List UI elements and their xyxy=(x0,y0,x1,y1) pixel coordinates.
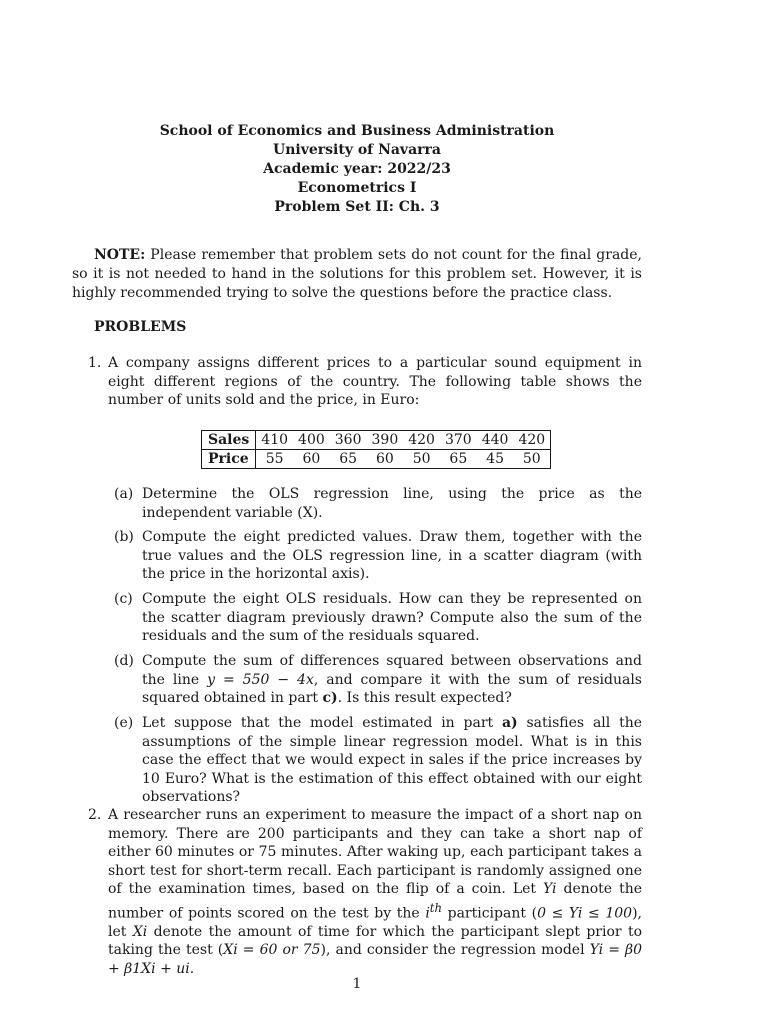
table-cell: 390 xyxy=(367,431,404,450)
subquestion-text-pre: Compute the sum of differences squared between observations and the line xyxy=(142,653,642,688)
problem-text: ), and consider the regression model xyxy=(320,942,590,959)
problem-text: ), let xyxy=(108,905,642,940)
table-cell: 60 xyxy=(375,451,394,467)
table-cell: 50 xyxy=(412,451,431,467)
part-reference: c) xyxy=(322,690,338,706)
subquestion-text-post: . Is this result expected? xyxy=(337,690,512,706)
table-row xyxy=(202,450,551,469)
subquestion-text-pre: Let suppose that the model estimated in part xyxy=(142,715,502,731)
subquestion-label: (a) xyxy=(114,486,134,502)
academic-year: Academic year: 2022/23 xyxy=(263,161,451,177)
subquestion-d xyxy=(114,652,642,708)
table-cell: 45 xyxy=(486,451,504,467)
problem-text: A researcher runs an experiment to measure the impact of a short nap on memory. There are 200 participants and they can take a short nap of either 60 minutes or 75 minutes. After waking up, each participant takes a short test for short-term recall. Each participant is randomly assigned one of the examination times, based on the flip of a coin. Let xyxy=(108,807,642,897)
row-header: Sales xyxy=(202,431,256,450)
math-var: i xyxy=(425,905,430,922)
subquestion-label: (b) xyxy=(114,529,134,545)
table-cell: 60 xyxy=(302,451,321,467)
table-cell: 420 xyxy=(513,431,550,450)
math-range: 0 ≤ Yi ≤ 100 xyxy=(537,905,633,922)
problem-1 xyxy=(88,354,642,410)
subquestion-text-post: satisfies all the assumptions of the simple linear regression model. What is in this case the effect that we would expect in sales if the price increases by 10 Euro? What is the estimation of this effect obtained with our eight observations? xyxy=(142,715,642,805)
table-cell: 50 xyxy=(522,451,541,467)
problem-number: 2. xyxy=(88,807,102,823)
problem-set-title: Problem Set II: Ch. 3 xyxy=(274,199,440,215)
subquestion-label: (d) xyxy=(114,653,134,669)
note-label: NOTE: xyxy=(94,247,146,263)
subquestion-b xyxy=(114,528,642,584)
problem-text: denote the amount of time for which the participant slept prior to taking the test ( xyxy=(108,923,642,959)
subquestion-text: Compute the eight predicted values. Draw them, together with the true values and the OLS regression line, in a scatter diagram (with the price in the horizontal axis). xyxy=(142,529,642,582)
subquestion-text: Compute the eight OLS residuals. How can they be represented on the scatter diagram previously drawn? Compute also the sum of the residuals and the sum of the residuals squared. xyxy=(142,591,642,644)
table-cell: 410 xyxy=(256,431,293,450)
table-cell: 440 xyxy=(477,431,514,450)
subquestion-label: (c) xyxy=(114,591,133,607)
math-values: Xi = 60 or 75 xyxy=(223,942,321,959)
math-sup: th xyxy=(429,900,442,915)
subquestion-text-mid: , and compare it with the sum of residuals squared obtained in part xyxy=(142,671,642,706)
table-cell: 65 xyxy=(339,451,358,467)
problems-heading: PROBLEMS xyxy=(94,319,187,335)
table-cell: 370 xyxy=(440,431,477,450)
school-name: School of Economics and Business Administration xyxy=(159,123,555,139)
row-header: Price xyxy=(202,450,256,469)
problem-text: denote the number of points scored on the test by the xyxy=(108,881,643,922)
note-paragraph xyxy=(72,246,642,303)
problem-number: 1. xyxy=(88,355,102,371)
note-text: Please remember that problem sets do not count for the final grade, so it is not needed to hand in the solutions for this problem set. However, it is highly recommended trying to solve the questions before the practice class. xyxy=(72,247,642,301)
subquestion-a xyxy=(114,485,642,522)
page-number: 1 xyxy=(352,976,362,992)
subquestion-c xyxy=(114,590,642,646)
university-name: University of Navarra xyxy=(273,142,441,158)
line-equation: y = 550 − 4x xyxy=(207,671,314,688)
problem-text: . xyxy=(189,960,195,977)
table-cell: 55 xyxy=(265,451,284,467)
problem-2 xyxy=(88,806,643,978)
table-row xyxy=(202,431,551,450)
table-cell: 400 xyxy=(293,431,330,450)
problem-text: participant ( xyxy=(442,905,538,922)
subquestion-text: Determine the OLS regression line, using the price as the independent variable (X). xyxy=(142,486,642,521)
sales-price-table xyxy=(201,430,551,469)
problem-text: A company assigns different prices to a particular sound equipment in eight different regions of the country. The following table shows the number of units sold and the price, in Euro: xyxy=(108,355,642,408)
subquestion-e xyxy=(114,714,642,807)
math-var: Xi xyxy=(132,923,148,940)
table-cell: 420 xyxy=(403,431,440,450)
table-cell: 360 xyxy=(330,431,367,450)
table-cell: 65 xyxy=(449,451,468,467)
course-name: Econometrics I xyxy=(297,180,417,196)
subquestion-label: (e) xyxy=(114,715,134,731)
regression-model: Yi = β0 + β1Xi + ui xyxy=(108,942,642,977)
document-header xyxy=(0,122,714,217)
math-var: Yi xyxy=(543,881,557,897)
part-reference: a) xyxy=(501,715,518,731)
